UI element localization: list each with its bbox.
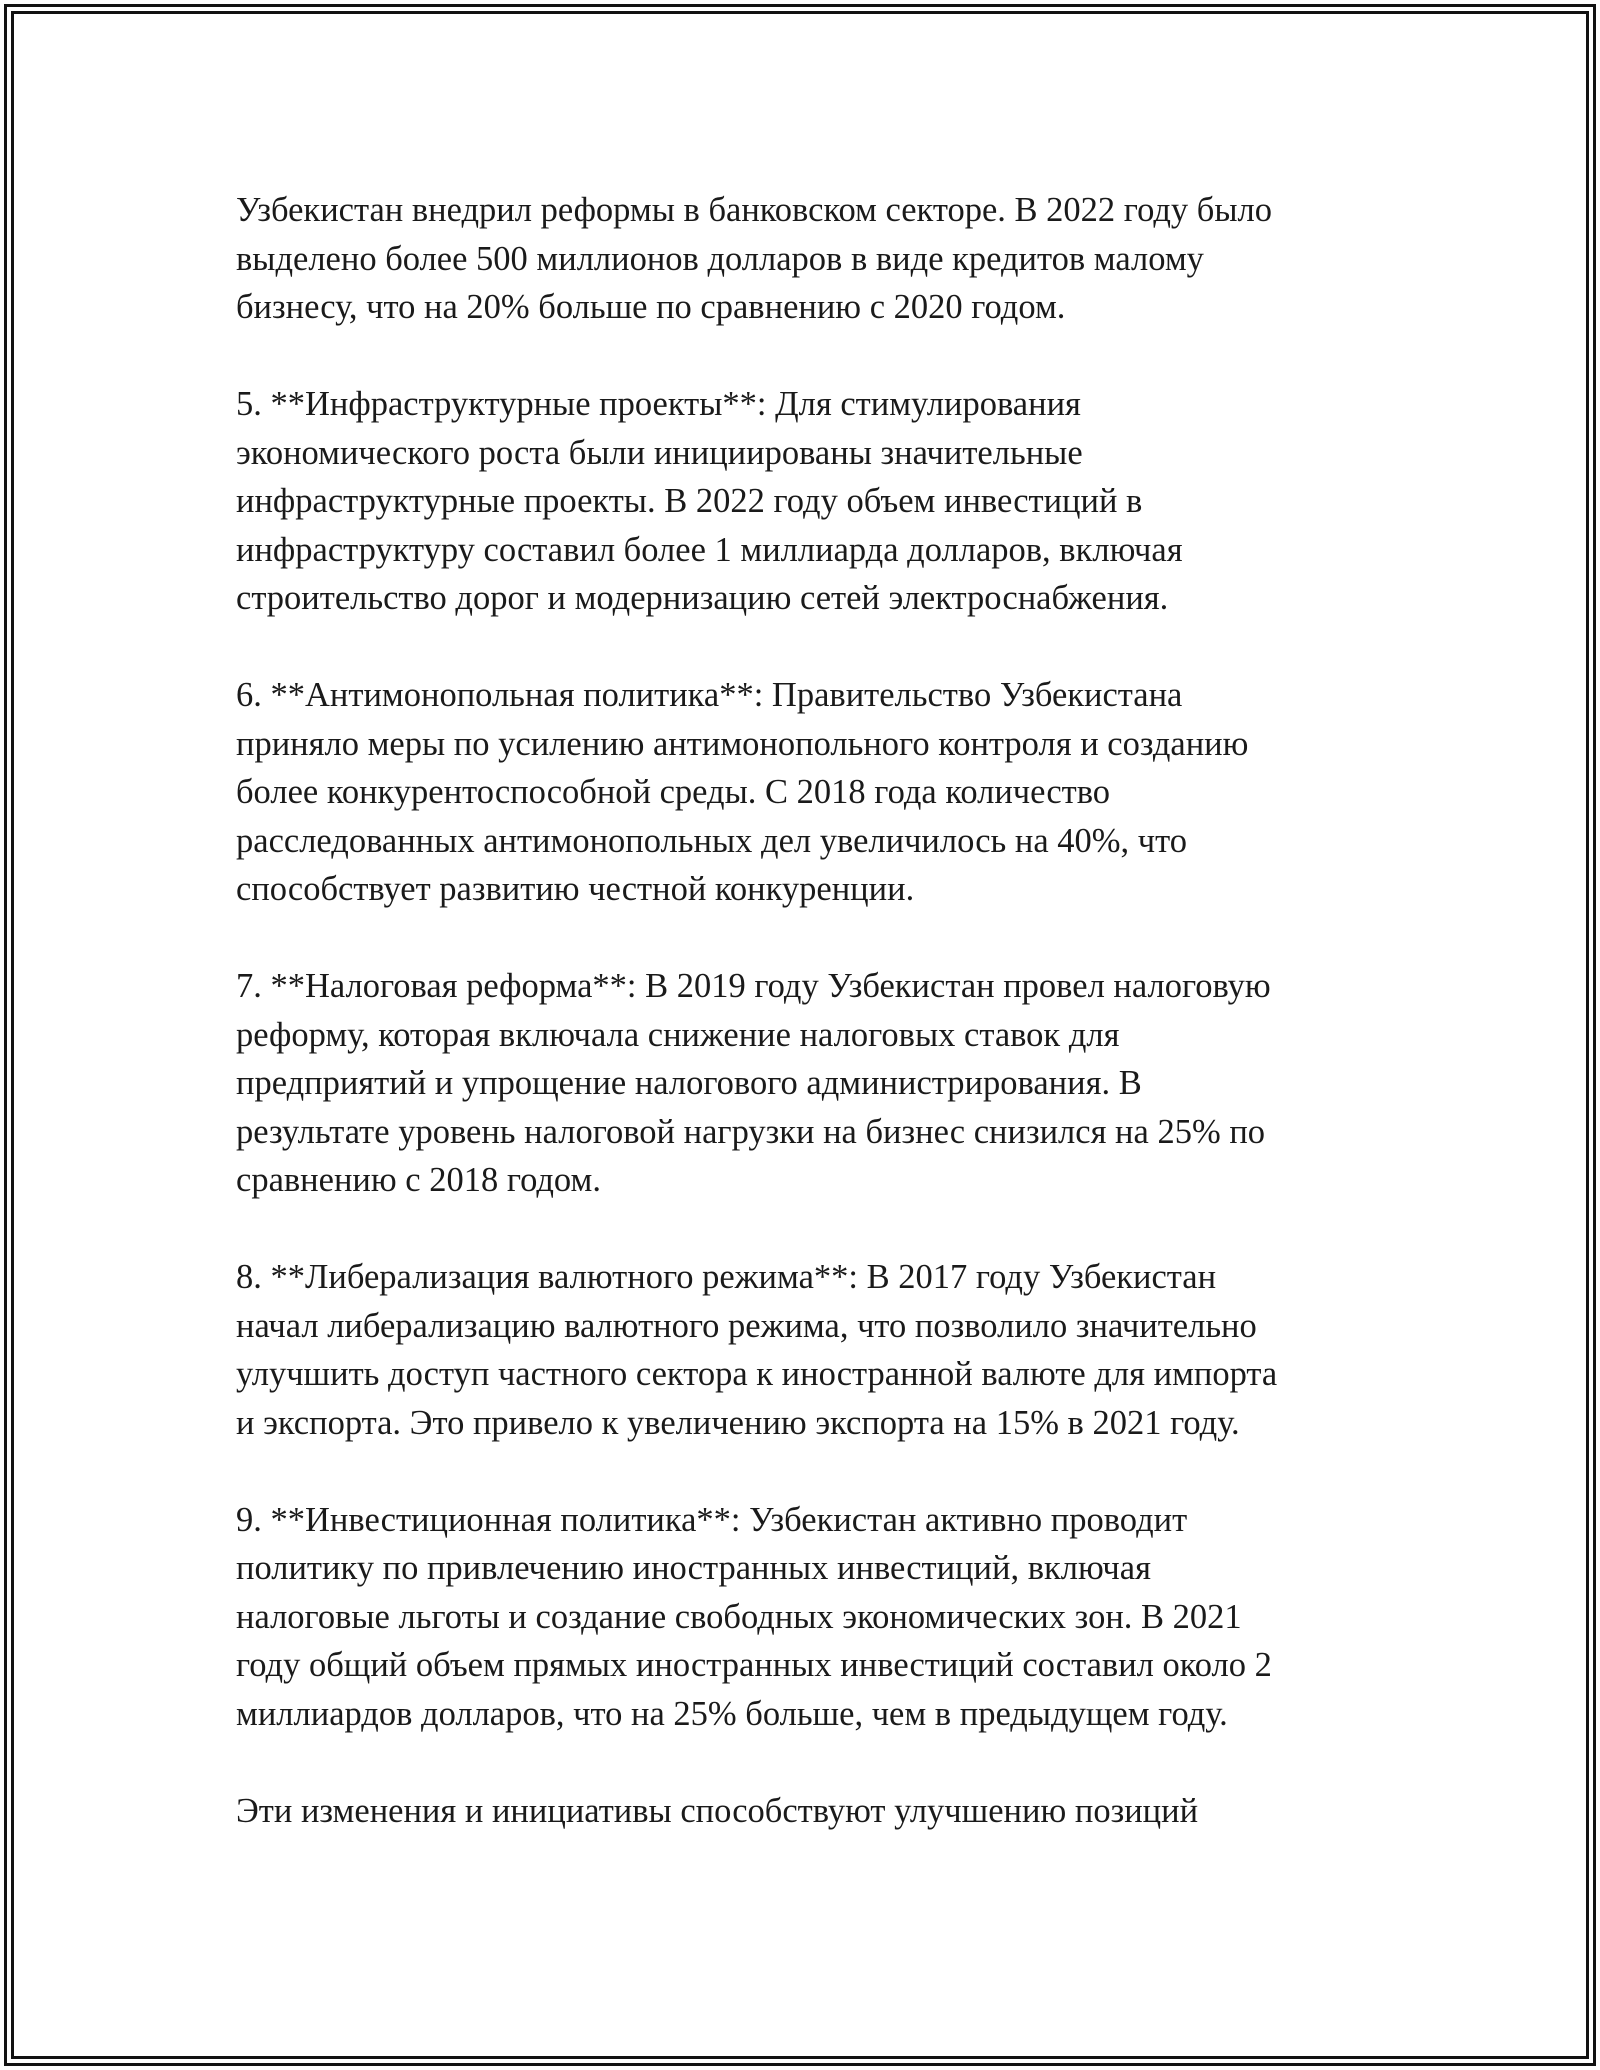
paragraph-antimonopoly-policy: 6. **Антимонопольная политика**: Правительство Узбекистана приняло меры по усилению антимонопольного контроля и созданию более конкурентоспособной среды. С 2018 года количество расследованных антимонопольных дел увеличилось на 40%, что способствует развитию честной конкуренции. <box>236 676 1249 908</box>
paragraph-tax-reform: 7. **Налоговая реформа**: В 2019 году Узбекистан провел налоговую реформу, которая включала снижение налоговых ставок для предприятий и упрощение налогового администрирования. В результате уровень налоговой нагрузки на бизнес снизился на 25% по сравнению с 2018 годом. <box>236 967 1271 1199</box>
paragraph-investment-policy: 9. **Инвестиционная политика**: Узбекистан активно проводит политику по привлечению иностранных инвестиций, включая налоговые льготы и создание свободных экономических зон. В 2021 году общий объем прямых иностранных инвестиций составил около 2 миллиардов долларов, что на 25% больше, чем в предыдущем году. <box>236 1500 1272 1733</box>
paragraph-infrastructure-projects: 5. **Инфраструктурные проекты**: Для стимулирования экономического роста были инициированы значительные инфраструктурные проекты. В 2022 году объем инвестиций в инфраструктуру составил более 1 миллиарда долларов, включая строительство дорог и модернизацию сетей электроснабжения. <box>236 385 1183 617</box>
paragraph-conclusion: Эти изменения и инициативы способствуют улучшению позиций <box>236 1791 1199 1830</box>
paragraph-banking-reform: Узбекистан внедрил реформы в банковском секторе. В 2022 году было выделено более 500 миллионов долларов в виде кредитов малому бизнесу, что на 20% больше по сравнению с 2020 годом. <box>236 191 1272 326</box>
paragraph-currency-liberalization: 8. **Либерализация валютного режима**: В 2017 году Узбекистан начал либерализацию валютного режима, что позволило значительно улучшить доступ частного сектора к иностранной валюте для импорта и экспорта. Это привело к увеличению экспорта на 15% в 2021 году. <box>236 1258 1278 1442</box>
document-body <box>236 186 1376 1884</box>
